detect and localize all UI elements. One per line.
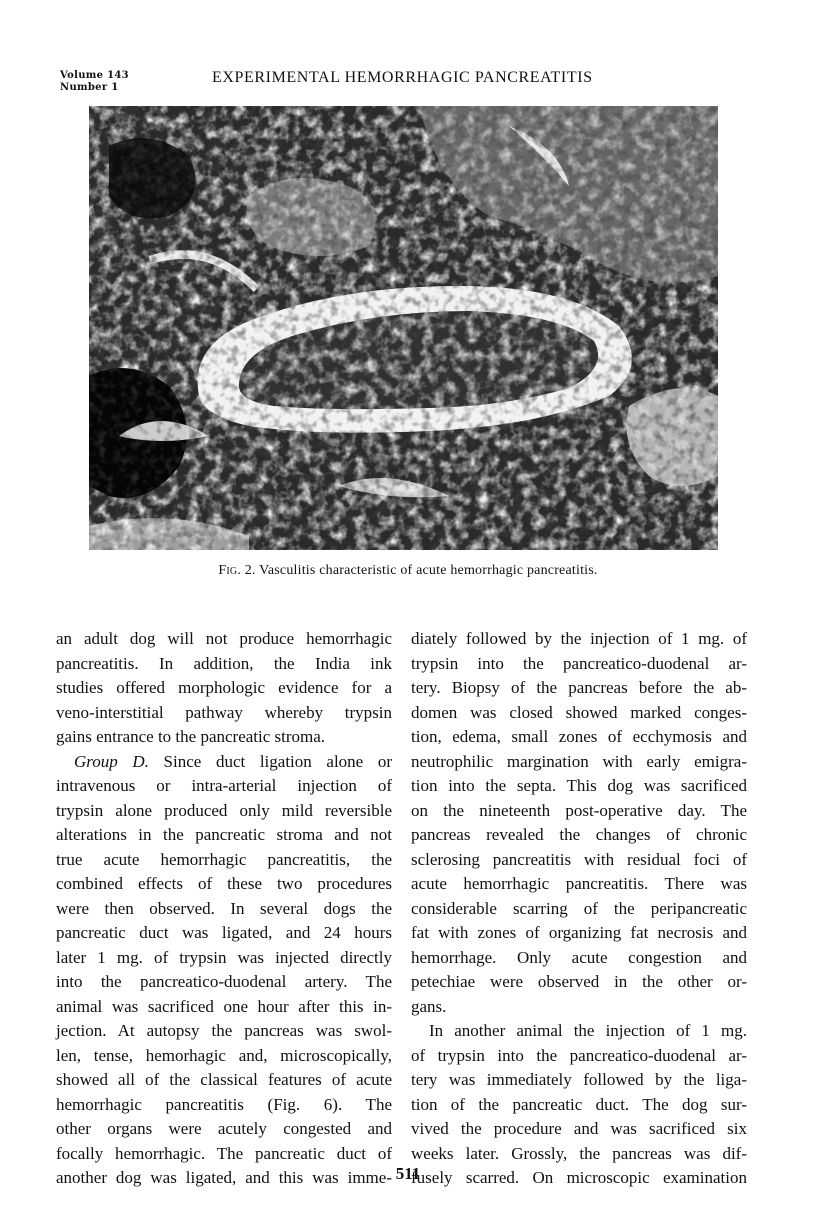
line-text: sclerosing pancreatitis with residual foci of xyxy=(411,849,747,869)
text-line xyxy=(56,872,392,897)
micrograph-image xyxy=(89,106,718,550)
text-line xyxy=(56,750,392,775)
page-number: 511 xyxy=(395,1164,421,1183)
line-text: pancreas revealed the changes of chronic xyxy=(411,825,747,844)
line-text: tery was immediately followed by the liga- xyxy=(411,1070,747,1089)
line-text: pancreatic duct was ligated, and 24 hours xyxy=(56,923,392,942)
line-text: petechiae were observed in the other or- xyxy=(411,972,747,991)
line-text: tion of the pancreatic duct. The dog sur- xyxy=(411,1094,747,1114)
line-text: len, tense, hemorhagic and, microscopically, xyxy=(56,1045,392,1065)
line-text: fusely scarred. On microscopic examination xyxy=(411,1168,747,1187)
left-text-column xyxy=(56,627,392,1191)
line-text: trypsin alone produced only mild reversible xyxy=(56,800,392,820)
section-heading: Group D. xyxy=(74,751,149,771)
text-line xyxy=(411,1044,747,1069)
text-line xyxy=(56,995,392,1020)
text-line xyxy=(411,1019,747,1044)
line-text: veno-interstitial pathway whereby trypsin xyxy=(56,702,392,722)
text-line xyxy=(411,627,747,652)
line-text: hemorrhage. Only acute congestion and xyxy=(411,947,747,967)
text-line xyxy=(411,1068,747,1093)
line-text: intravenous or intra-arterial injection of xyxy=(56,776,392,795)
text-line xyxy=(411,1093,747,1118)
text-line xyxy=(56,897,392,922)
text-line xyxy=(56,946,392,971)
line-text: focally hemorrhagic. The pancreatic duct of xyxy=(56,1143,392,1163)
text-line xyxy=(411,676,747,701)
text-line xyxy=(56,921,392,946)
line-text: Since duct ligation alone or xyxy=(148,751,392,771)
running-title: EXPERIMENTAL HEMORRHAGIC PANCREATITIS xyxy=(212,69,593,86)
line-text: acute hemorrhagic pancreatitis. There was xyxy=(411,874,747,893)
text-line xyxy=(411,774,747,799)
text-line xyxy=(411,652,747,677)
text-line xyxy=(56,823,392,848)
text-line xyxy=(56,848,392,873)
volume-number xyxy=(60,70,129,94)
line-text: studies offered morphologic evidence for a xyxy=(56,678,392,697)
line-text: an adult dog will not produce hemorrhagic xyxy=(56,629,392,648)
text-line xyxy=(411,725,747,750)
text-line xyxy=(411,946,747,971)
text-line xyxy=(56,1068,392,1093)
line-text: gains entrance to the pancreatic stroma. xyxy=(56,727,326,746)
line-text: were then observed. In several dogs the xyxy=(56,898,392,918)
text-line xyxy=(56,676,392,701)
text-line xyxy=(56,1142,392,1167)
text-line xyxy=(56,627,392,652)
line-text: combined effects of these two procedures xyxy=(56,874,392,893)
text-line xyxy=(56,1117,392,1142)
text-line xyxy=(411,995,747,1020)
line-text: fat with zones of organizing fat necrosis and xyxy=(411,923,747,942)
line-text: showed all of the classical features of acute xyxy=(56,1070,392,1089)
line-text: tion, edema, small zones of ecchymosis and xyxy=(411,727,747,746)
micrograph-figure xyxy=(89,106,718,550)
line-text: trypsin into the pancreatico-duodenal ar- xyxy=(411,653,747,673)
line-text: domen was closed showed marked conges- xyxy=(411,702,747,722)
text-line xyxy=(411,1142,747,1167)
text-line xyxy=(411,921,747,946)
text-line xyxy=(411,970,747,995)
line-text: on the nineteenth post-operative day. The xyxy=(411,800,747,820)
line-text: true acute hemorrhagic pancreatitis, the xyxy=(56,849,392,869)
text-line xyxy=(411,897,747,922)
volume-label: Volume 143 xyxy=(60,70,129,81)
line-text: In another animal the injection of 1 mg. xyxy=(429,1021,747,1040)
issue-number-label: Number 1 xyxy=(60,82,119,93)
line-text: neutrophilic margination with early emigra- xyxy=(411,751,747,771)
text-line xyxy=(411,848,747,873)
line-text: animal was sacrificed one hour after this in- xyxy=(56,996,392,1016)
text-line xyxy=(411,872,747,897)
line-text: tion into the septa. This dog was sacrificed xyxy=(411,776,747,795)
text-line xyxy=(56,970,392,995)
line-text: gans. xyxy=(411,996,447,1016)
text-line xyxy=(411,823,747,848)
text-line xyxy=(411,750,747,775)
text-line xyxy=(56,1044,392,1069)
text-line xyxy=(56,652,392,677)
line-text: diately followed by the injection of 1 mg. of xyxy=(411,629,747,648)
figure-caption-text: Vasculitis characteristic of acute hemorrhagic pancreatitis. xyxy=(259,563,598,578)
text-line xyxy=(411,701,747,726)
figure-caption xyxy=(0,563,816,579)
line-text: weeks later. Grossly, the pancreas was dif- xyxy=(411,1143,747,1163)
text-line xyxy=(56,701,392,726)
line-text: other organs were acutely congested and xyxy=(56,1119,392,1138)
line-text: alterations in the pancreatic stroma and not xyxy=(56,825,392,844)
right-text-column xyxy=(411,627,747,1191)
text-line xyxy=(56,1093,392,1118)
line-text: later 1 mg. of trypsin was injected directly xyxy=(56,947,392,967)
text-line xyxy=(411,799,747,824)
line-text: pancreatitis. In addition, the India ink xyxy=(56,653,392,673)
text-line xyxy=(56,799,392,824)
text-line xyxy=(56,725,392,750)
figure-label: Fig. 2. xyxy=(218,563,256,578)
line-text: vived the procedure and was sacrificed six xyxy=(411,1119,747,1138)
line-text: of trypsin into the pancreatico-duodenal ar- xyxy=(411,1045,747,1065)
line-text: hemorrhagic pancreatitis (Fig. 6). The xyxy=(56,1094,392,1114)
text-line xyxy=(411,1117,747,1142)
line-text: tery. Biopsy of the pancreas before the ab- xyxy=(411,678,747,697)
line-text: jection. At autopsy the pancreas was swol- xyxy=(56,1021,392,1040)
line-text: considerable scarring of the peripancreatic xyxy=(411,898,747,918)
line-text: into the pancreatico-duodenal artery. The xyxy=(56,972,392,991)
text-line xyxy=(56,774,392,799)
text-line xyxy=(56,1019,392,1044)
line-text: another dog was ligated, and this was imme- xyxy=(56,1168,392,1187)
